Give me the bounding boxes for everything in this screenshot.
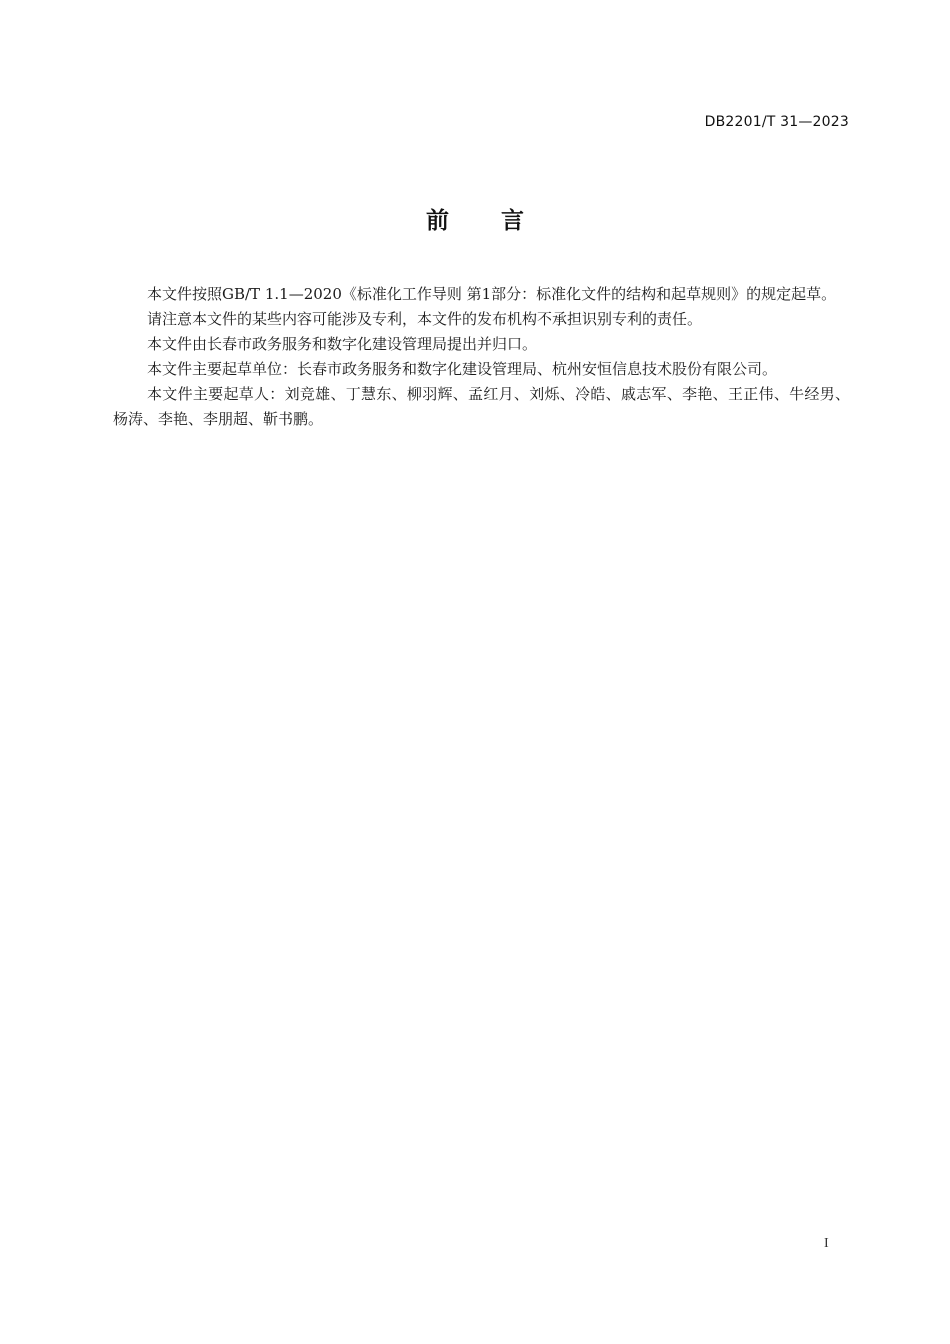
paragraph-drafting-basis: 本文件按照GB/T 1.1—2020《标准化工作导则 第1部分：标准化文件的结构和起草规则》的规定起草。: [147, 285, 837, 303]
paragraph-drafting-units: 本文件主要起草单位：长春市政务服务和数字化建设管理局、杭州安恒信息技术股份有限公司。: [147, 360, 778, 378]
paragraph-drafters: 本文件主要起草人：刘竞雄、丁慧东、柳羽辉、孟红月、刘烁、冷皓、戚志军、李艳、王正伟、牛经男、杨涛、李艳、李朋超、靳书鹏。: [113, 385, 850, 428]
title-char-2: 言: [501, 208, 524, 234]
title-char-1: 前: [426, 208, 449, 234]
page-title: [0, 202, 950, 235]
preface-body: [113, 282, 850, 432]
paragraph-proposer: 本文件由长春市政务服务和数字化建设管理局提出并归口。: [147, 335, 538, 353]
document-code: DB2201/T 31—2023: [704, 114, 849, 130]
page-number: I: [824, 1236, 829, 1251]
paragraph-patent-notice: 请注意本文件的某些内容可能涉及专利，本文件的发布机构不承担识别专利的责任。: [147, 310, 703, 328]
